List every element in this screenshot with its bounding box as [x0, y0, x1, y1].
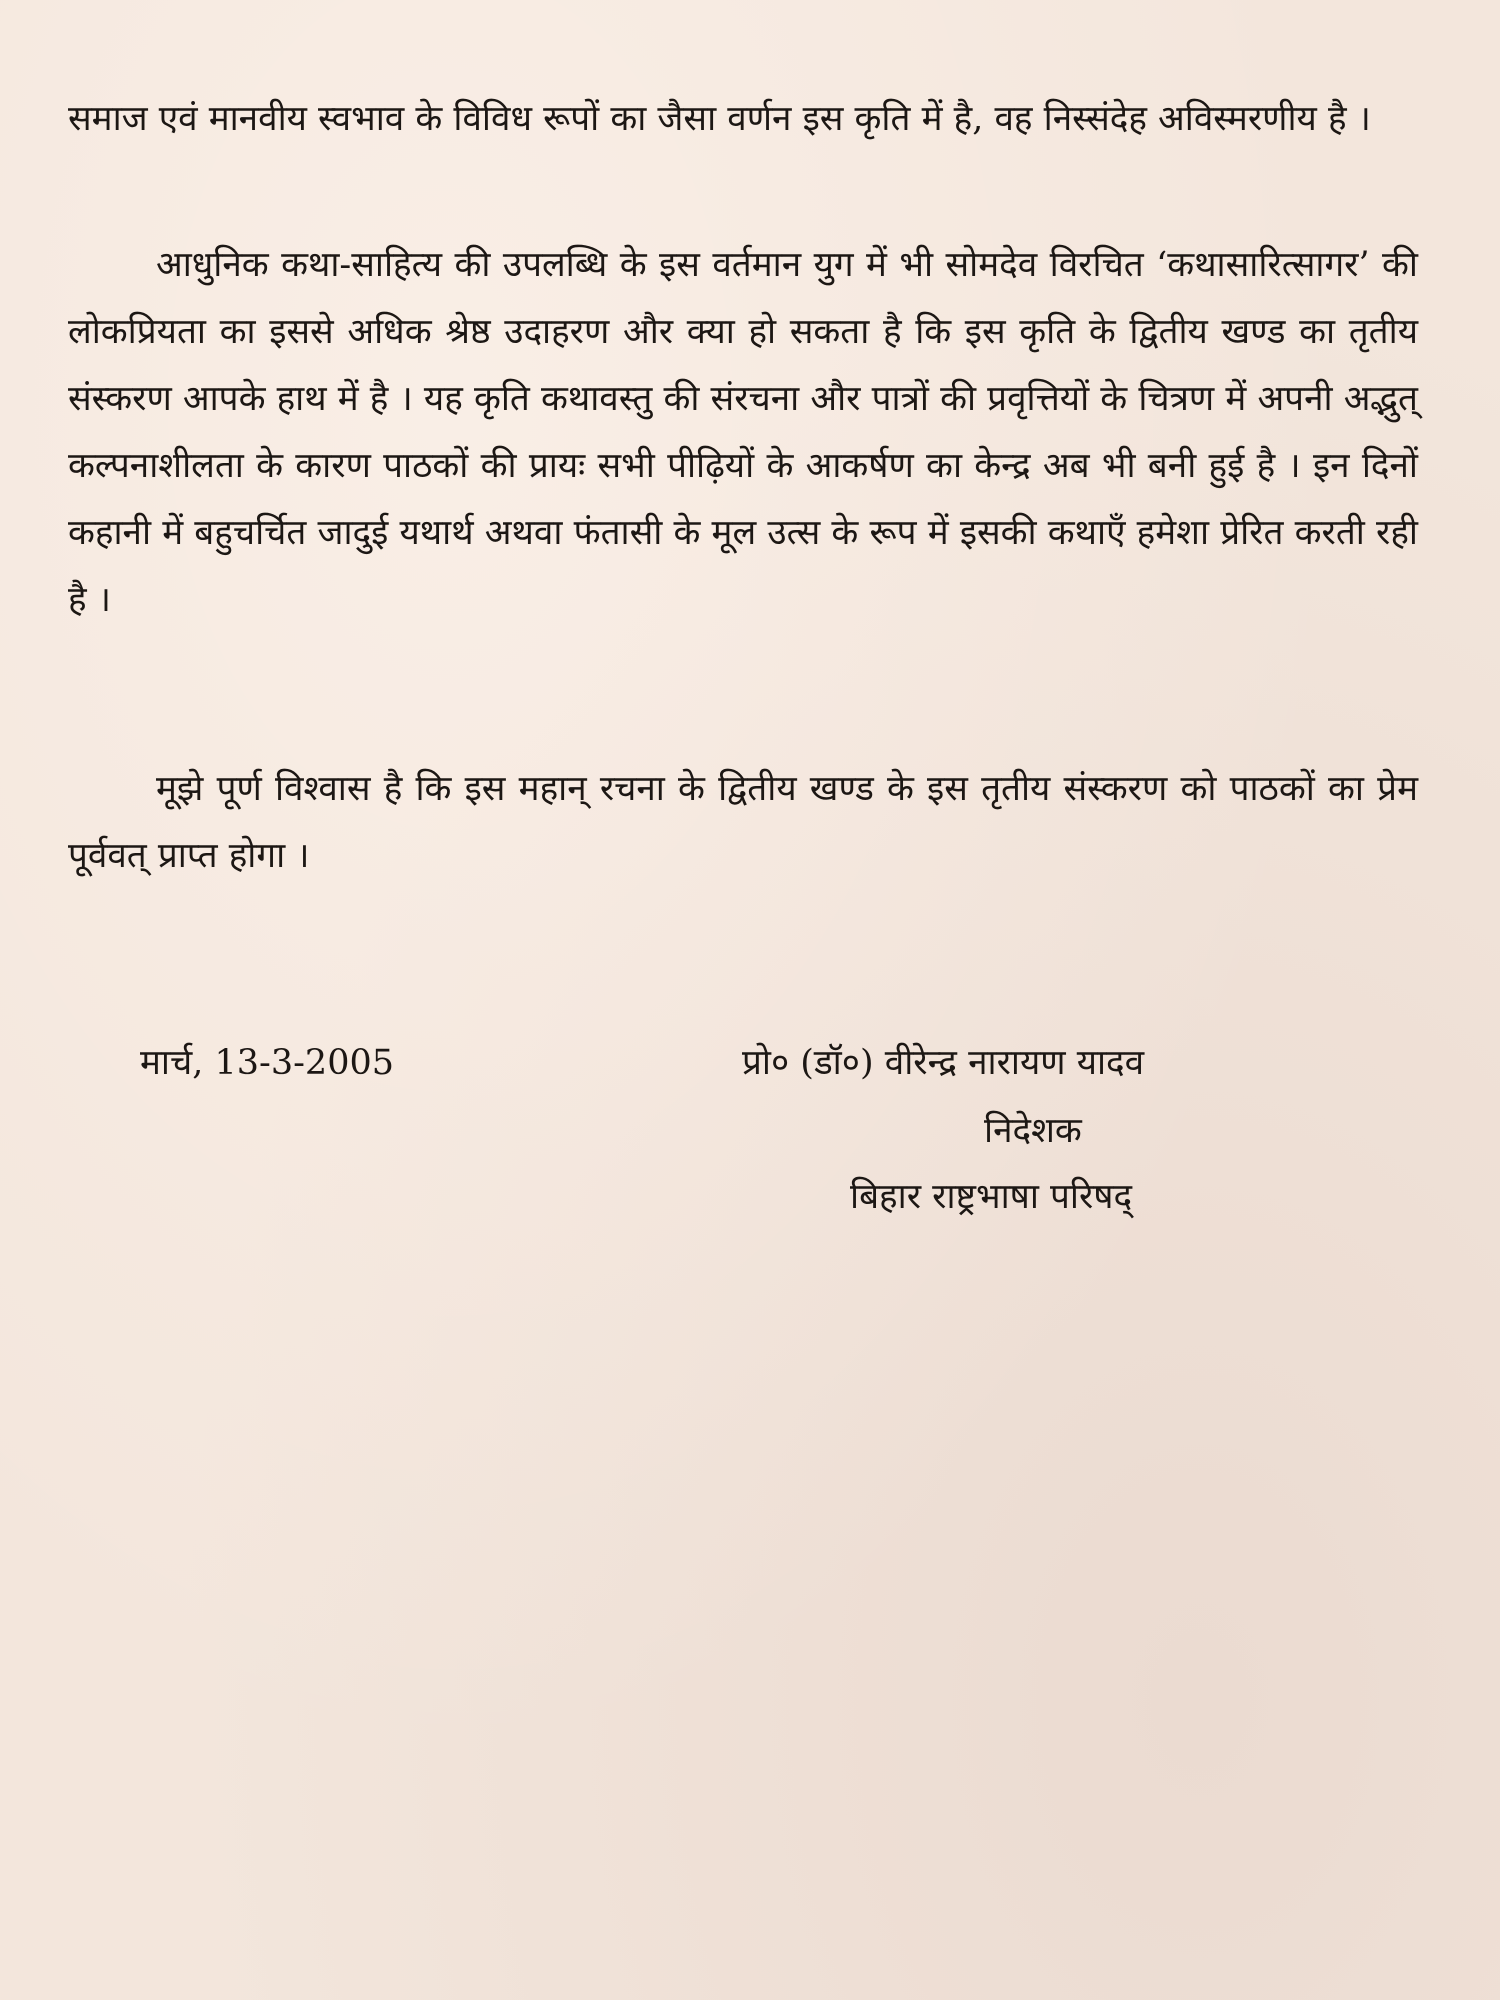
paragraph-closing — [68, 756, 1418, 890]
signature-date: मार्च, 13-3-2005 — [140, 1043, 394, 1083]
signer-organization: बिहार राष्ट्रभाषा परिषद् — [850, 1177, 1133, 1217]
paragraph-text: मूझे पूर्ण विश्वास है कि इस महान् रचना के द्वितीय खण्ड के इस तृतीय संस्करण को पाठकों का प्रेम पूर्ववत् प्राप्त होगा । — [68, 769, 1418, 876]
paragraph-text: आधुनिक कथा-साहित्य की उपलब्धि के इस वर्तमान युग में भी सोमदेव विरचित ‘कथासारित्सागर’ की लोकप्रियता का इससे अधिक श्रेष्ठ उदाहरण और क्या हो सकता है कि इस कृति के द्वितीय खण्ड का तृतीय संस्करण आपके हाथ में है । यह कृति कथावस्तु की संरचना और पात्रों की प्रवृत्तियों के चित्रण में अपनी अद्भुत् कल्पनाशीलता के कारण पाठकों की प्रायः सभी पीढ़ियों के आकर्षण का केन्द्र अब भी बनी हुई है । इन दिनों कहानी में बहुचर्चित जादुई यथार्थ अथवा फंतासी के मूल उत्स के रूप में इसकी कथाएँ हमेशा प्रेरित करती रही है । — [68, 245, 1418, 620]
paragraph-main — [68, 232, 1418, 634]
paragraph-text: समाज एवं मानवीय स्वभाव के विविध रूपों का जैसा वर्णन इस कृति में है, वह निस्संदेह अविस्मरणीय है । — [68, 99, 1371, 139]
signer-name: प्रो० (डॉ०) वीरेन्द्र नारायण यादव — [742, 1043, 1145, 1083]
paragraph-intro — [68, 86, 1418, 153]
signer-title: निदेशक — [984, 1111, 1082, 1151]
